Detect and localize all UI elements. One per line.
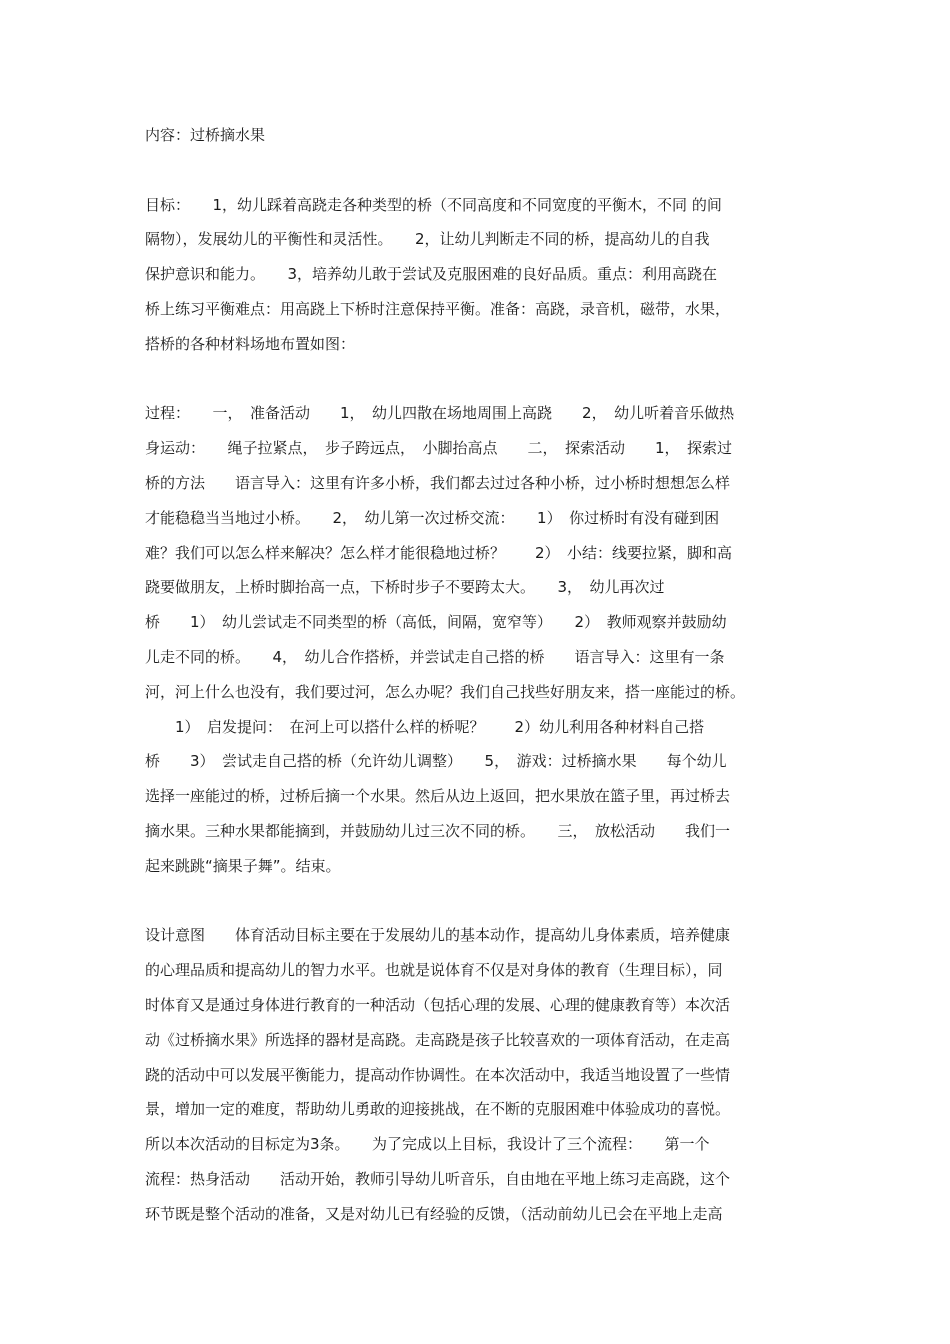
text-line: 所以本次活动的目标定为3条。 为了完成以上目标，我设计了三个流程： 第一个 <box>145 1135 710 1154</box>
text-line: 目标： 1，幼儿踩着高跷走各种类型的桥（不同高度和不同宽度的平衡木，不同 的间 <box>145 195 722 214</box>
text-line: 隔物），发展幼儿的平衡性和灵活性。 2，让幼儿判断走不同的桥，提高幼儿的自我 <box>145 230 710 249</box>
text-line: 内容：过桥摘水果 <box>145 126 266 144</box>
text-line: 动《过桥摘水果》所选择的器材是高跷。走高跷是孩子比较喜欢的一项体育活动，在走高 <box>145 1030 731 1049</box>
text-line: 时体育又是通过身体进行教育的一种活动（包括心理的发展、心理的健康教育等）本次活 <box>145 995 731 1014</box>
text-line: 才能稳稳当当地过小桥。 2， 幼儿第一次过桥交流： 1） 你过桥时有没有碰到困 <box>145 508 720 527</box>
paragraph-gap <box>145 153 810 188</box>
process-paragraph <box>145 396 810 883</box>
paragraph-gap <box>145 884 810 919</box>
text-line: 身运动： 绳子拉紧点， 步子跨远点， 小脚抬高点 二， 探索活动 1， 探索过 <box>145 439 733 458</box>
document-page <box>145 118 810 1232</box>
text-line: 摘水果。三种水果都能摘到，并鼓励幼儿过三次不同的桥。 三， 放松活动 我们一 <box>145 821 731 840</box>
text-line: 跷要做朋友，上桥时脚抬高一点，下桥时步子不要跨太大。 3， 幼儿再次过 <box>145 578 665 597</box>
text-line: 保护意识和能力。 3，培养幼儿敢于尝试及克服困难的良好品质。重点：利用高跷在 <box>145 265 718 284</box>
text-line: 的心理品质和提高幼儿的智力水平。也就是说体育不仅是对身体的教育（生理目标），同 <box>145 961 723 980</box>
text-line: 河，河上什么也没有，我们要过河，怎么办呢？我们自己找些好朋友来，搭一座能过的桥。 <box>145 682 746 701</box>
text-line: 桥 3） 尝试走自己搭的桥（允许幼儿调整） 5， 游戏：过桥摘水果 每个幼儿 <box>145 752 727 771</box>
text-line: 过程： 一， 准备活动 1， 幼儿四散在场地周围上高跷 2， 幼儿听着音乐做热 <box>145 404 735 423</box>
text-line: 跷的活动中可以发展平衡能力，提高动作协调性。在本次活动中，我适当地设置了一些情 <box>145 1065 731 1084</box>
text-line: 搭桥的各种材料场地布置如图： <box>145 334 356 353</box>
text-line: 设计意图 体育活动目标主要在于发展幼儿的基本动作，提高幼儿身体素质，培养健康 <box>145 926 731 945</box>
design-intent-paragraph <box>145 918 810 1231</box>
text-line: 难？我们可以怎么样来解决？怎么样才能很稳地过桥？ 2） 小结：线要拉紧，脚和高 <box>145 543 733 562</box>
text-line: 起来跳跳“摘果子舞”。结束。 <box>145 856 341 875</box>
text-line: 环节既是整个活动的准备，又是对幼儿已有经验的反馈，（活动前幼儿已会在平地上走高 <box>145 1204 723 1223</box>
text-line: 桥的方法 语言导入：这里有许多小桥，我们都去过过各种小桥，过小桥时想想怎么样 <box>145 473 731 492</box>
text-line: 1） 启发提问： 在河上可以搭什么样的桥呢？ 2）幼儿利用各种材料自己搭 <box>145 717 705 736</box>
paragraph-gap <box>145 362 810 397</box>
content-title-paragraph <box>145 118 810 153</box>
text-line: 景，增加一定的难度，帮助幼儿勇敢的迎接挑战，在不断的克服困难中体验成功的喜悦。 <box>145 1100 731 1119</box>
text-line: 流程：热身活动 活动开始，教师引导幼儿听音乐，自由地在平地上练习走高跷，这个 <box>145 1169 731 1188</box>
text-line: 选择一座能过的桥，过桥后摘一个水果。然后从边上返回，把水果放在篮子里，再过桥去 <box>145 787 731 806</box>
goals-paragraph <box>145 188 810 362</box>
text-line: 桥上练习平衡难点：用高跷上下桥时注意保持平衡。准备：高跷，录音机，磁带，水果， <box>145 299 731 318</box>
text-line: 儿走不同的桥。 4， 幼儿合作搭桥，并尝试走自己搭的桥 语言导入：这里有一条 <box>145 647 725 666</box>
text-line: 桥 1） 幼儿尝试走不同类型的桥（高低，间隔，宽窄等） 2） 教师观察并鼓励幼 <box>145 613 727 632</box>
